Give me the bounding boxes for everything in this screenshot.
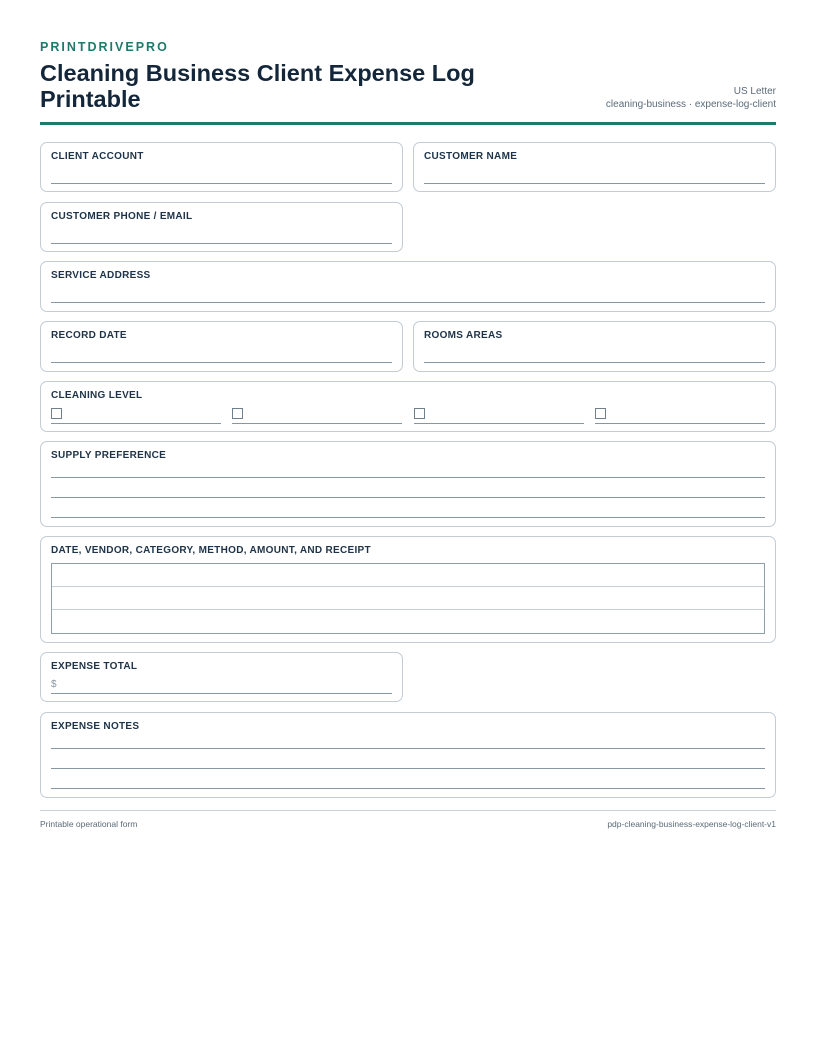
checkbox[interactable] (232, 408, 243, 419)
page-title: Cleaning Business Client Expense Log Printable (40, 60, 475, 112)
expense-notes-line-3[interactable] (51, 788, 765, 789)
supply-preference-line-2[interactable] (51, 497, 765, 498)
record-date-line[interactable] (51, 362, 392, 363)
customer-name-line[interactable] (424, 183, 765, 184)
client-account-label: CLIENT ACCOUNT (51, 151, 144, 162)
document-tags: cleaning-business · expense-log-client (605, 99, 776, 110)
expense-table-label: DATE, VENDOR, CATEGORY, METHOD, AMOUNT, AND RECEIPT (51, 545, 371, 556)
record-date-label: RECORD DATE (51, 330, 127, 341)
customer-name-label: CUSTOMER NAME (424, 151, 518, 162)
table-row[interactable] (52, 587, 764, 610)
customer-contact-field[interactable] (40, 202, 403, 252)
cleaning-level-option-1[interactable] (51, 408, 221, 424)
supply-preference-label: SUPPLY PREFERENCE (51, 450, 167, 461)
cleaning-level-option-4[interactable] (595, 408, 765, 424)
customer-contact-line[interactable] (51, 243, 392, 244)
expense-notes-line-2[interactable] (51, 768, 765, 769)
paper-size: US Letter (733, 86, 776, 97)
expense-notes-line-1[interactable] (51, 748, 765, 749)
rooms-areas-label: ROOMS AREAS (424, 330, 503, 341)
footer-left-text: Printable operational form (40, 819, 138, 829)
document-meta (606, 85, 776, 111)
customer-contact-label: CUSTOMER PHONE / EMAIL (51, 211, 193, 222)
record-date-field[interactable] (40, 321, 403, 372)
client-account-field[interactable] (40, 142, 403, 192)
rooms-areas-line[interactable] (424, 362, 765, 363)
service-address-field[interactable] (40, 261, 776, 312)
expense-table (51, 563, 765, 634)
rooms-areas-field[interactable] (413, 321, 776, 372)
client-account-line[interactable] (51, 183, 392, 184)
expense-total-label: EXPENSE TOTAL (51, 661, 138, 672)
checkbox[interactable] (595, 408, 606, 419)
currency-symbol: $ (51, 679, 57, 690)
supply-preference-field[interactable] (40, 441, 776, 527)
cleaning-level-option-2[interactable] (232, 408, 402, 424)
supply-preference-line-1[interactable] (51, 477, 765, 478)
footer-rule (40, 810, 776, 811)
cleaning-level-field (40, 381, 776, 432)
table-row[interactable] (52, 610, 764, 633)
expense-total-field[interactable] (40, 652, 403, 702)
footer-document-id: pdp-cleaning-business-expense-log-client-v1 (607, 819, 776, 829)
supply-preference-line-3[interactable] (51, 517, 765, 518)
expense-total-line[interactable] (51, 693, 392, 694)
cleaning-level-option-3[interactable] (414, 408, 584, 424)
expense-table-field (40, 536, 776, 643)
customer-name-field[interactable] (413, 142, 776, 192)
header-rule (40, 122, 776, 125)
service-address-line[interactable] (51, 302, 765, 303)
brand-logo-text: PRINTDRIVEPRO (40, 40, 169, 54)
checkbox[interactable] (414, 408, 425, 419)
checkbox[interactable] (51, 408, 62, 419)
table-row[interactable] (52, 564, 764, 587)
expense-notes-field[interactable] (40, 712, 776, 798)
service-address-label: SERVICE ADDRESS (51, 270, 151, 281)
cleaning-level-label: CLEANING LEVEL (51, 390, 143, 401)
expense-notes-label: EXPENSE NOTES (51, 721, 140, 732)
